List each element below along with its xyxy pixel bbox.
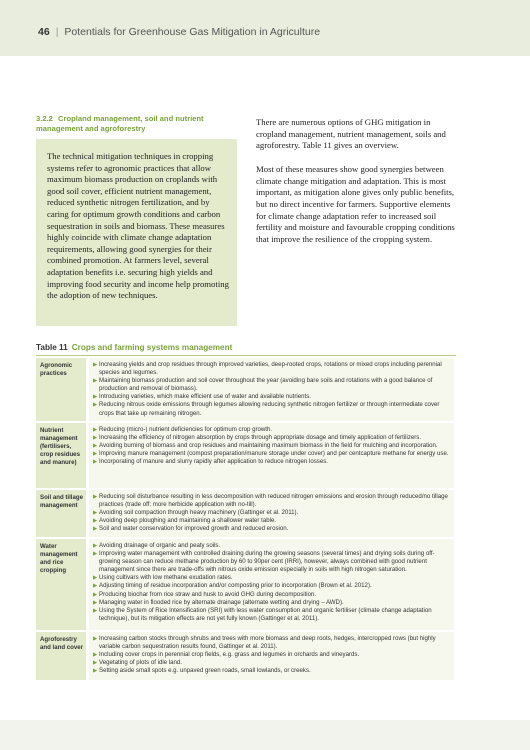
triangle-bullet-icon: ▶	[93, 494, 98, 500]
table-list-item	[93, 393, 450, 401]
table-number: Table 11	[36, 343, 68, 352]
page-number: 46	[38, 26, 50, 38]
item-text: Producing biochar from rice straw and husk to avoid GHG during decomposition.	[99, 590, 317, 598]
triangle-bullet-icon: ▶	[93, 591, 98, 598]
item-text: Improving manure management (compost preparation/manure storage under cover) and per centcapture methane for energy use.	[99, 450, 449, 458]
triangle-bullet-icon: ▶	[93, 518, 98, 525]
triangle-bullet-icon: ▶	[93, 607, 98, 614]
triangle-bullet-icon: ▶	[93, 575, 98, 582]
table-list-item	[93, 458, 450, 466]
table-row	[36, 490, 456, 537]
item-text: Introducing varieties, which make efficient use of water and available nutrients.	[99, 393, 311, 401]
table-list-item	[93, 659, 450, 667]
table-list-item	[93, 582, 450, 590]
section-title: Cropland management, soil and nutrient management and agroforestry	[36, 114, 204, 133]
triangle-bullet-icon: ▶	[93, 660, 98, 667]
section-heading	[36, 114, 246, 134]
row-content	[89, 490, 454, 537]
triangle-bullet-icon: ▶	[93, 583, 98, 590]
triangle-bullet-icon: ▶	[93, 378, 98, 385]
table-list-item	[93, 509, 450, 517]
table-row	[36, 423, 456, 488]
table-list-item	[93, 450, 450, 458]
body-text	[256, 117, 456, 257]
item-text: Avoiding deep ploughing and maintaining a shallower water table.	[99, 517, 277, 525]
table-list-item	[93, 361, 450, 377]
row-content	[89, 358, 454, 421]
item-text: Avoiding burning of biomass and crop residues and maintaining maximum biomass in the field for mulching and incorporation.	[99, 442, 438, 450]
triangle-bullet-icon: ▶	[93, 394, 98, 401]
row-items	[89, 358, 454, 418]
item-text: Using the System of Rice Intensification (SRI) with less water consumption and organic fertiliser (climate change adaptation technique), but its mitigation effects are not yet fully known (Gattinger et al. 2011).	[99, 606, 432, 622]
table-row	[36, 358, 456, 421]
triangle-bullet-icon: ▶	[93, 599, 98, 606]
item-text: Setting aside small spots e.g. unpaved green roads, small lowlands, or creeks.	[99, 667, 311, 675]
row-items	[89, 632, 454, 675]
triangle-bullet-icon: ▶	[93, 435, 98, 442]
item-text: Maintaining biomass production and soil cover throughout the year (avoiding bare soils and rotations with a good balance of production and removal of biomass).	[99, 377, 433, 393]
table-list-item	[93, 517, 450, 525]
table-list-item	[93, 574, 450, 582]
row-content	[89, 632, 454, 680]
table-row	[36, 539, 456, 630]
item-text: Increasing the efficiency of nitrogen absorption by crops through appropriate dosage and timely application of fertilizers.	[99, 434, 422, 442]
triangle-bullet-icon: ▶	[93, 443, 98, 450]
triangle-bullet-icon: ▶	[93, 510, 98, 517]
summary-text: The technical mitigation techniques in cropping systems refer to agronomic practices that allow maximum biomass production on croplands with good soil cover, efficient nutrient management, reduced synthetic nitrogen fertilization, and by caring for optimum growth conditions and carbon sequestration in soils and biomass. These measures highly coincide with climate change adaptation requirements, allowing good synergies for their combined promotion. At farmers level, several adaptation benefits i.e. securing high yields and improving food security and income help promoting the adoption of new techniques.	[47, 151, 229, 301]
table-title: Crops and farming systems management	[71, 343, 233, 352]
row-items	[89, 423, 454, 466]
triangle-bullet-icon: ▶	[93, 451, 98, 458]
table-list-item	[93, 442, 450, 450]
running-head	[38, 26, 320, 38]
table-list-item	[93, 599, 450, 607]
triangle-bullet-icon: ▶	[93, 543, 98, 549]
item-text: Vegetating of plots of idle land.	[99, 659, 183, 667]
item-text: Adjusting timing of residue incorporation and/or composting prior to incorporation (Brown et al. 2012).	[99, 582, 372, 590]
table-list-item	[93, 607, 450, 623]
table-list-item	[93, 377, 450, 393]
triangle-bullet-icon: ▶	[93, 668, 98, 675]
table-list-item	[93, 401, 450, 417]
table-list-item	[93, 550, 450, 574]
item-text: Increasing yields and crop residues through improved varieties, deep-rooted crops, rotations or mixed crops including perennial species and legumes.	[99, 361, 442, 377]
table-caption	[36, 343, 232, 352]
item-text: Improving water management with controlled draining during the growing seasons (several times) and drying soils during off-growing season can reduce methane production by 60 to 90per cent (IRRI), however, always combined with good nutrient management since there are trade-offs with nitrous oxide emission especially in soils with high nitrogen saturation.	[99, 550, 435, 574]
row-label: Nutrient management (fertilisers, crop residues and manure)	[36, 423, 86, 488]
item-text: Using cultivars with low methane exudation rates.	[99, 574, 233, 582]
table-list-item	[93, 426, 450, 434]
row-items	[89, 539, 454, 623]
row-label: Water management and rice cropping	[36, 539, 86, 630]
item-text: Including cover crops in perennial crop fields, e.g. grass and legumes in orchards and vineyards.	[99, 651, 360, 659]
table-list-item	[93, 635, 450, 651]
triangle-bullet-icon: ▶	[93, 427, 98, 433]
body-paragraph: Most of these measures show good synergies between climate change mitigation and adaptation. This is most important, as mitigation alone gives only public benefits, but no direct incentive for farmers. Supportive elements for climate change adaptation refer to increased soil fertility and moisture and favourable cropping conditions that improve the resilience of the cropping system.	[256, 163, 455, 245]
item-text: Soil and water conservation for improved growth and reduced erosion.	[99, 525, 289, 533]
table-rule	[36, 355, 456, 356]
triangle-bullet-icon: ▶	[93, 636, 98, 642]
header-separator: |	[55, 26, 59, 38]
row-label: Agronomic practices	[36, 358, 86, 421]
item-text: Avoiding drainage of organic and peaty soils.	[99, 542, 221, 549]
item-text: Reducing (micro-) nutrient deficiencies for optimum crop growth.	[99, 426, 273, 433]
page-footer	[0, 720, 530, 750]
table-list-item	[93, 651, 450, 659]
item-text: Increasing carbon stocks through shrubs and trees with more biomass and deep roots, hedges, intercropped rows (but highly variable carbon sequestration results found, Gattinger et al. 2011).	[99, 635, 436, 651]
item-text: Avoiding soil compaction through heavy machinery (Gattinger et al. 2011).	[99, 509, 299, 517]
body-paragraph: There are numerous options of GHG mitigation in cropland management, nutrient management, soils and agroforestry. Table 11 gives an overview.	[256, 117, 446, 151]
table-list-item	[93, 667, 450, 675]
table-row	[36, 632, 456, 680]
running-title: Potentials for Greenhouse Gas Mitigation in Agriculture	[64, 26, 321, 38]
triangle-bullet-icon: ▶	[93, 526, 98, 533]
triangle-bullet-icon: ▶	[93, 551, 98, 558]
item-text: Incorporating of manure and slurry rapidly after application to reduce nitrogen losses.	[99, 458, 328, 466]
triangle-bullet-icon: ▶	[93, 459, 98, 466]
table-list-item	[93, 493, 450, 509]
triangle-bullet-icon: ▶	[93, 402, 98, 409]
triangle-bullet-icon: ▶	[93, 652, 98, 659]
row-label: Agroforestry and land cover	[36, 632, 86, 680]
row-content	[89, 423, 454, 488]
triangle-bullet-icon: ▶	[93, 362, 98, 368]
table-list-item	[93, 525, 450, 533]
table-list-item	[93, 591, 450, 599]
table-list-item	[93, 542, 450, 550]
page-header	[0, 0, 530, 56]
item-text: Managing water in flooded rice by alternate drainage (alternate wetting and drying – AWD).	[99, 598, 344, 606]
row-label: Soil and tillage management	[36, 490, 86, 537]
row-items	[89, 490, 454, 533]
row-content	[89, 539, 454, 630]
summary-box	[36, 139, 237, 326]
item-text: Reducing nitrous oxide emissions through legumes allowing reducing synthetic nitrogen fertilizer or through intermediate cover crops that take up remaining nitrogen.	[99, 401, 440, 417]
table-list-item	[93, 434, 450, 442]
section-number: 3.2.2	[36, 114, 53, 123]
item-text: Reducing soil disturbance resulting in less decomposition with reduced nitrogen emissions and erosion through reduced/no tillage practices (trade off: more herbicide application with no-till).	[99, 493, 448, 509]
